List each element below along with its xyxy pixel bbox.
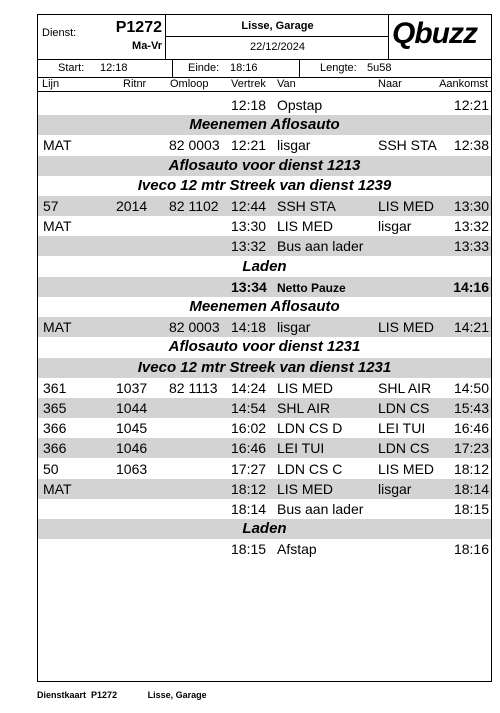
cell-naar: LIS MED xyxy=(378,319,435,336)
start-label: Start: xyxy=(58,62,85,74)
cell-van: LEI TUI xyxy=(277,440,325,457)
pause-row xyxy=(38,277,491,297)
start-time: 12:18 xyxy=(100,62,128,74)
cell-omloop: 82 0003 xyxy=(169,137,220,154)
cell-aankomst: 18:14 xyxy=(453,480,489,497)
section-header: Aflosauto voor dienst 1213 xyxy=(38,156,491,176)
cell-vertrek: 12:18 xyxy=(231,97,267,113)
cell-van: Afstap xyxy=(277,541,317,558)
table-row xyxy=(38,398,491,418)
dienst-days: Ma-Vr xyxy=(132,40,162,52)
qbuzz-logo: Qbuzz xyxy=(392,17,477,50)
cell-van: Netto Pauze xyxy=(277,280,346,295)
cell-vertrek: 14:54 xyxy=(231,400,267,416)
cell-ritnr: 1037 xyxy=(116,379,148,396)
cell-vertrek: 12:44 xyxy=(231,198,267,214)
section-header: Laden xyxy=(38,519,491,539)
lengte-label: Lengte: xyxy=(320,62,357,74)
location: Lisse, Garage xyxy=(241,20,314,32)
cell-van: Opstap xyxy=(277,97,323,113)
table-row xyxy=(38,236,491,256)
table-row xyxy=(38,539,491,559)
cell-naar: lisgar xyxy=(378,480,412,497)
cell-aankomst: 17:23 xyxy=(453,440,489,457)
footer xyxy=(37,690,207,700)
cell-vertrek: 18:12 xyxy=(231,480,267,497)
table-row xyxy=(38,438,491,458)
cell-van: LIS MED xyxy=(277,379,334,396)
section-header: Laden xyxy=(242,257,287,275)
cell-naar: lisgar xyxy=(378,218,412,235)
cell-aankomst: 14:50 xyxy=(453,379,489,396)
start-cell xyxy=(38,59,173,77)
table-row xyxy=(38,317,491,337)
cell-vertrek: 16:02 xyxy=(231,420,267,437)
cell-aankomst: 16:46 xyxy=(453,420,489,437)
dienst-label: Dienst: xyxy=(42,27,77,39)
cell-naar: LIS MED xyxy=(378,460,435,477)
cell-van: Bus aan lader xyxy=(277,501,364,517)
einde-time: 18:16 xyxy=(230,62,258,74)
lengte-cell xyxy=(300,59,491,77)
cell-lijn: 57 xyxy=(43,198,59,214)
cell-vertrek: 13:34 xyxy=(231,278,267,295)
cell-lijn: 366 xyxy=(43,440,67,457)
footer-location: Lisse, Garage xyxy=(147,690,207,700)
footer-label: Dienstkaart xyxy=(37,690,87,700)
dienst-cell xyxy=(38,15,166,59)
dienst-code: P1272 xyxy=(115,19,162,36)
cell-aankomst: 13:30 xyxy=(453,198,489,214)
table-row xyxy=(38,196,491,216)
cell-naar: LDN CS xyxy=(378,440,430,457)
cell-lijn: 366 xyxy=(43,420,67,437)
cell-aankomst: 14:16 xyxy=(453,278,489,295)
cell-aankomst: 18:15 xyxy=(453,501,489,517)
col-omloop: Omloop xyxy=(170,78,209,90)
cell-naar: LIS MED xyxy=(378,198,435,214)
column-headers xyxy=(38,77,491,92)
cell-vertrek: 18:15 xyxy=(231,541,267,558)
cell-van: lisgar xyxy=(277,137,311,154)
cell-vertrek: 13:32 xyxy=(231,238,267,255)
cell-lijn: MAT xyxy=(43,137,72,154)
date: 22/12/2024 xyxy=(249,41,306,53)
table-row xyxy=(38,459,491,479)
duty-card xyxy=(37,14,492,682)
cell-aankomst: 13:32 xyxy=(453,218,489,235)
footer-code: P1272 xyxy=(91,690,118,700)
cell-lijn: 50 xyxy=(43,460,59,477)
cell-aankomst: 18:12 xyxy=(453,460,489,477)
col-naar: Naar xyxy=(378,78,402,90)
cell-van: SSH STA xyxy=(277,198,336,214)
table-row xyxy=(38,378,491,398)
section-header: Meenemen Aflosauto xyxy=(189,298,340,315)
cell-ritnr: 2014 xyxy=(116,198,148,214)
einde-label: Einde: xyxy=(188,62,220,74)
cell-vertrek: 13:30 xyxy=(231,218,267,235)
table-row xyxy=(38,479,491,499)
cell-van: LDN CS D xyxy=(277,420,343,437)
cell-van: LDN CS C xyxy=(277,460,343,477)
cell-vertrek: 16:46 xyxy=(231,440,267,457)
cell-aankomst: 12:38 xyxy=(453,137,489,154)
cell-ritnr: 1063 xyxy=(116,460,148,477)
cell-vertrek: 18:14 xyxy=(231,501,267,517)
cell-ritnr: 1044 xyxy=(116,400,148,416)
cell-omloop: 82 1102 xyxy=(169,198,219,214)
cell-lijn: MAT xyxy=(43,319,72,336)
cell-aankomst: 14:21 xyxy=(453,319,489,336)
table-row xyxy=(38,499,491,519)
cell-naar: SSH STA xyxy=(378,137,437,154)
col-vertrek: Vertrek xyxy=(231,78,266,90)
section-header: Aflosauto voor dienst 1231 xyxy=(168,338,361,356)
cell-omloop: 82 0003 xyxy=(169,319,220,336)
cell-lijn: MAT xyxy=(43,480,72,497)
cell-vertrek: 14:24 xyxy=(231,379,267,396)
cell-aankomst: 15:43 xyxy=(453,400,489,416)
cell-van: SHL AIR xyxy=(277,400,331,416)
einde-cell xyxy=(173,59,300,77)
cell-van: LIS MED xyxy=(277,480,334,497)
table-row xyxy=(38,95,491,115)
cell-naar: SHL AIR xyxy=(378,379,432,396)
table-row xyxy=(38,418,491,438)
cell-lijn: 365 xyxy=(43,400,67,416)
cell-van: Bus aan lader xyxy=(277,238,364,255)
cell-aankomst: 18:16 xyxy=(453,541,489,558)
col-aankomst: Aankomst xyxy=(439,78,488,90)
cell-aankomst: 12:21 xyxy=(453,97,489,113)
info-bar xyxy=(38,59,491,78)
cell-vertrek: 14:18 xyxy=(231,319,267,336)
card-header xyxy=(38,15,491,60)
lengte-value: 5u58 xyxy=(367,62,392,74)
cell-vertrek: 12:21 xyxy=(231,137,267,154)
cell-lijn: MAT xyxy=(43,218,72,235)
location-date-cell xyxy=(166,15,389,59)
cell-lijn: 361 xyxy=(43,379,67,396)
cell-vertrek: 17:27 xyxy=(231,460,267,477)
col-lijn: Lijn xyxy=(42,78,60,90)
cell-naar: LEI TUI xyxy=(378,420,426,437)
cell-omloop: 82 1113 xyxy=(169,379,218,396)
col-ritnr: Ritnr xyxy=(123,78,147,90)
cell-van: lisgar xyxy=(277,319,311,336)
table-row xyxy=(38,135,491,155)
section-header: Meenemen Aflosauto xyxy=(38,115,491,135)
cell-van: LIS MED xyxy=(277,218,334,235)
cell-ritnr: 1045 xyxy=(116,420,148,437)
table-row xyxy=(38,216,491,236)
cell-aankomst: 13:33 xyxy=(453,238,489,255)
cell-ritnr: 1046 xyxy=(116,440,148,457)
cell-naar: LDN CS xyxy=(378,400,430,416)
col-van: Van xyxy=(277,78,296,90)
logo-cell xyxy=(389,15,491,59)
section-header: Iveco 12 mtr Streek van dienst 1239 xyxy=(137,176,392,194)
section-header: Iveco 12 mtr Streek van dienst 1231 xyxy=(38,358,491,378)
